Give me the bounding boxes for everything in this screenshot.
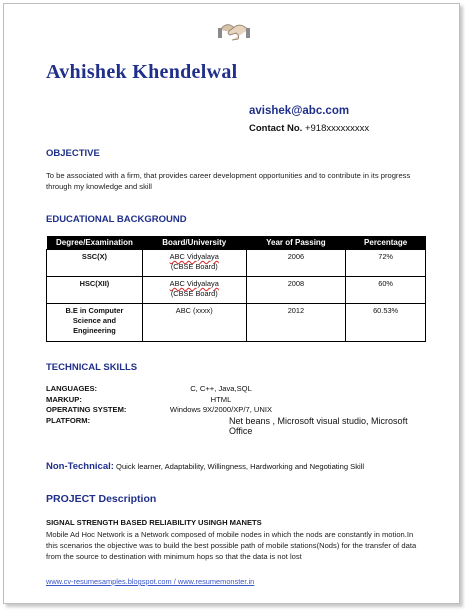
table-row [47, 277, 426, 304]
objective-heading: OBJECTIVE [46, 148, 100, 159]
list-item [46, 384, 426, 395]
project-text: Mobile Ad Hoc Network is a Network composed of mobile nodes in which the nods are constantly in motion.In this scenarios the objective was to build the best possible path of mobile stations(Nods) for the transfer of data from the source to destination with minimum hops so that the data is not lost [46, 530, 417, 561]
list-item [46, 395, 426, 406]
email-address: avishek@abc.com [249, 105, 350, 117]
contact-value: +918xxxxxxxxx [304, 123, 370, 134]
board-cell [142, 304, 246, 342]
education-header-row [47, 236, 426, 250]
non-technical-skills [46, 461, 364, 472]
year-cell: 2006 [246, 250, 346, 277]
skill-value: Net beans , Microsoft visual studio, Microsoft Office [229, 415, 408, 436]
skill-value: HTML [210, 394, 232, 404]
board-cell [142, 250, 246, 277]
degree-cell: SSC(X) [47, 250, 143, 277]
footer-link[interactable]: www.resumemonster.in [177, 577, 255, 586]
contact-number [249, 123, 369, 134]
column-header: Percentage [346, 236, 426, 250]
year-cell: 2008 [246, 277, 346, 304]
education-table [46, 236, 426, 342]
resume-page [3, 3, 460, 604]
footer-links [46, 577, 254, 586]
table-row [47, 304, 426, 342]
handshake-icon [218, 16, 250, 48]
board-name: ABC Vidyalaya [169, 279, 219, 288]
skill-label: MARKUP: [46, 394, 82, 404]
technical-heading: TECHNICAL SKILLS [46, 362, 138, 373]
list-item [46, 416, 426, 438]
skill-label: OPERATING SYSTEM: [46, 405, 127, 414]
list-item [46, 405, 426, 416]
board-name: ABC Vidyalaya [169, 252, 219, 261]
education-heading: EDUCATIONAL BACKGROUND [46, 214, 187, 225]
project-heading: PROJECT Description [46, 493, 157, 505]
percentage-cell: 60% [346, 277, 426, 304]
percentage-cell: 72% [346, 250, 426, 277]
column-header: Degree/Examination [47, 236, 143, 250]
board-name: ABC (xxxx) [175, 306, 213, 315]
non-technical-text: Quick learner, Adaptability, Willingness, Hardworking and Negotiating Skill [116, 462, 365, 471]
skill-value: C, C++, Java,SQL [190, 384, 252, 393]
footer-link[interactable]: www.cv-resumesamples.blogspot.com [46, 577, 172, 586]
non-technical-label: Non-Technical: [46, 461, 114, 472]
project-subtitle: SIGNAL STRENGTH BASED RELIABILITY USINGH MANETS [46, 518, 262, 527]
skill-value: Windows 9X/2000/XP/7, UNIX [169, 405, 273, 414]
column-header: Board/University [142, 236, 246, 250]
board-cell [142, 277, 246, 304]
skill-label: PLATFORM: [46, 415, 91, 425]
board-affiliation: (CBSE Board) [170, 289, 218, 298]
column-header: Year of Passing [246, 236, 346, 250]
year-cell: 2012 [246, 304, 346, 342]
candidate-name: Avhishek Khendelwal [46, 61, 238, 83]
skill-label: LANGUAGES: [46, 384, 98, 393]
table-row [47, 250, 426, 277]
objective-text: To be associated with a firm, that provides career development opportunities and to contribute in its progress through my knowledge and skill [46, 171, 411, 191]
degree-cell: B.E in Computer Science and Engineering [47, 304, 143, 342]
footer-separator: / [171, 577, 178, 586]
percentage-cell: 60.53% [346, 304, 426, 342]
technical-skills-list [46, 384, 426, 438]
contact-label: Contact No. [249, 123, 303, 134]
board-affiliation: (CBSE Board) [170, 262, 218, 271]
degree-cell: HSC(XII) [47, 277, 143, 304]
